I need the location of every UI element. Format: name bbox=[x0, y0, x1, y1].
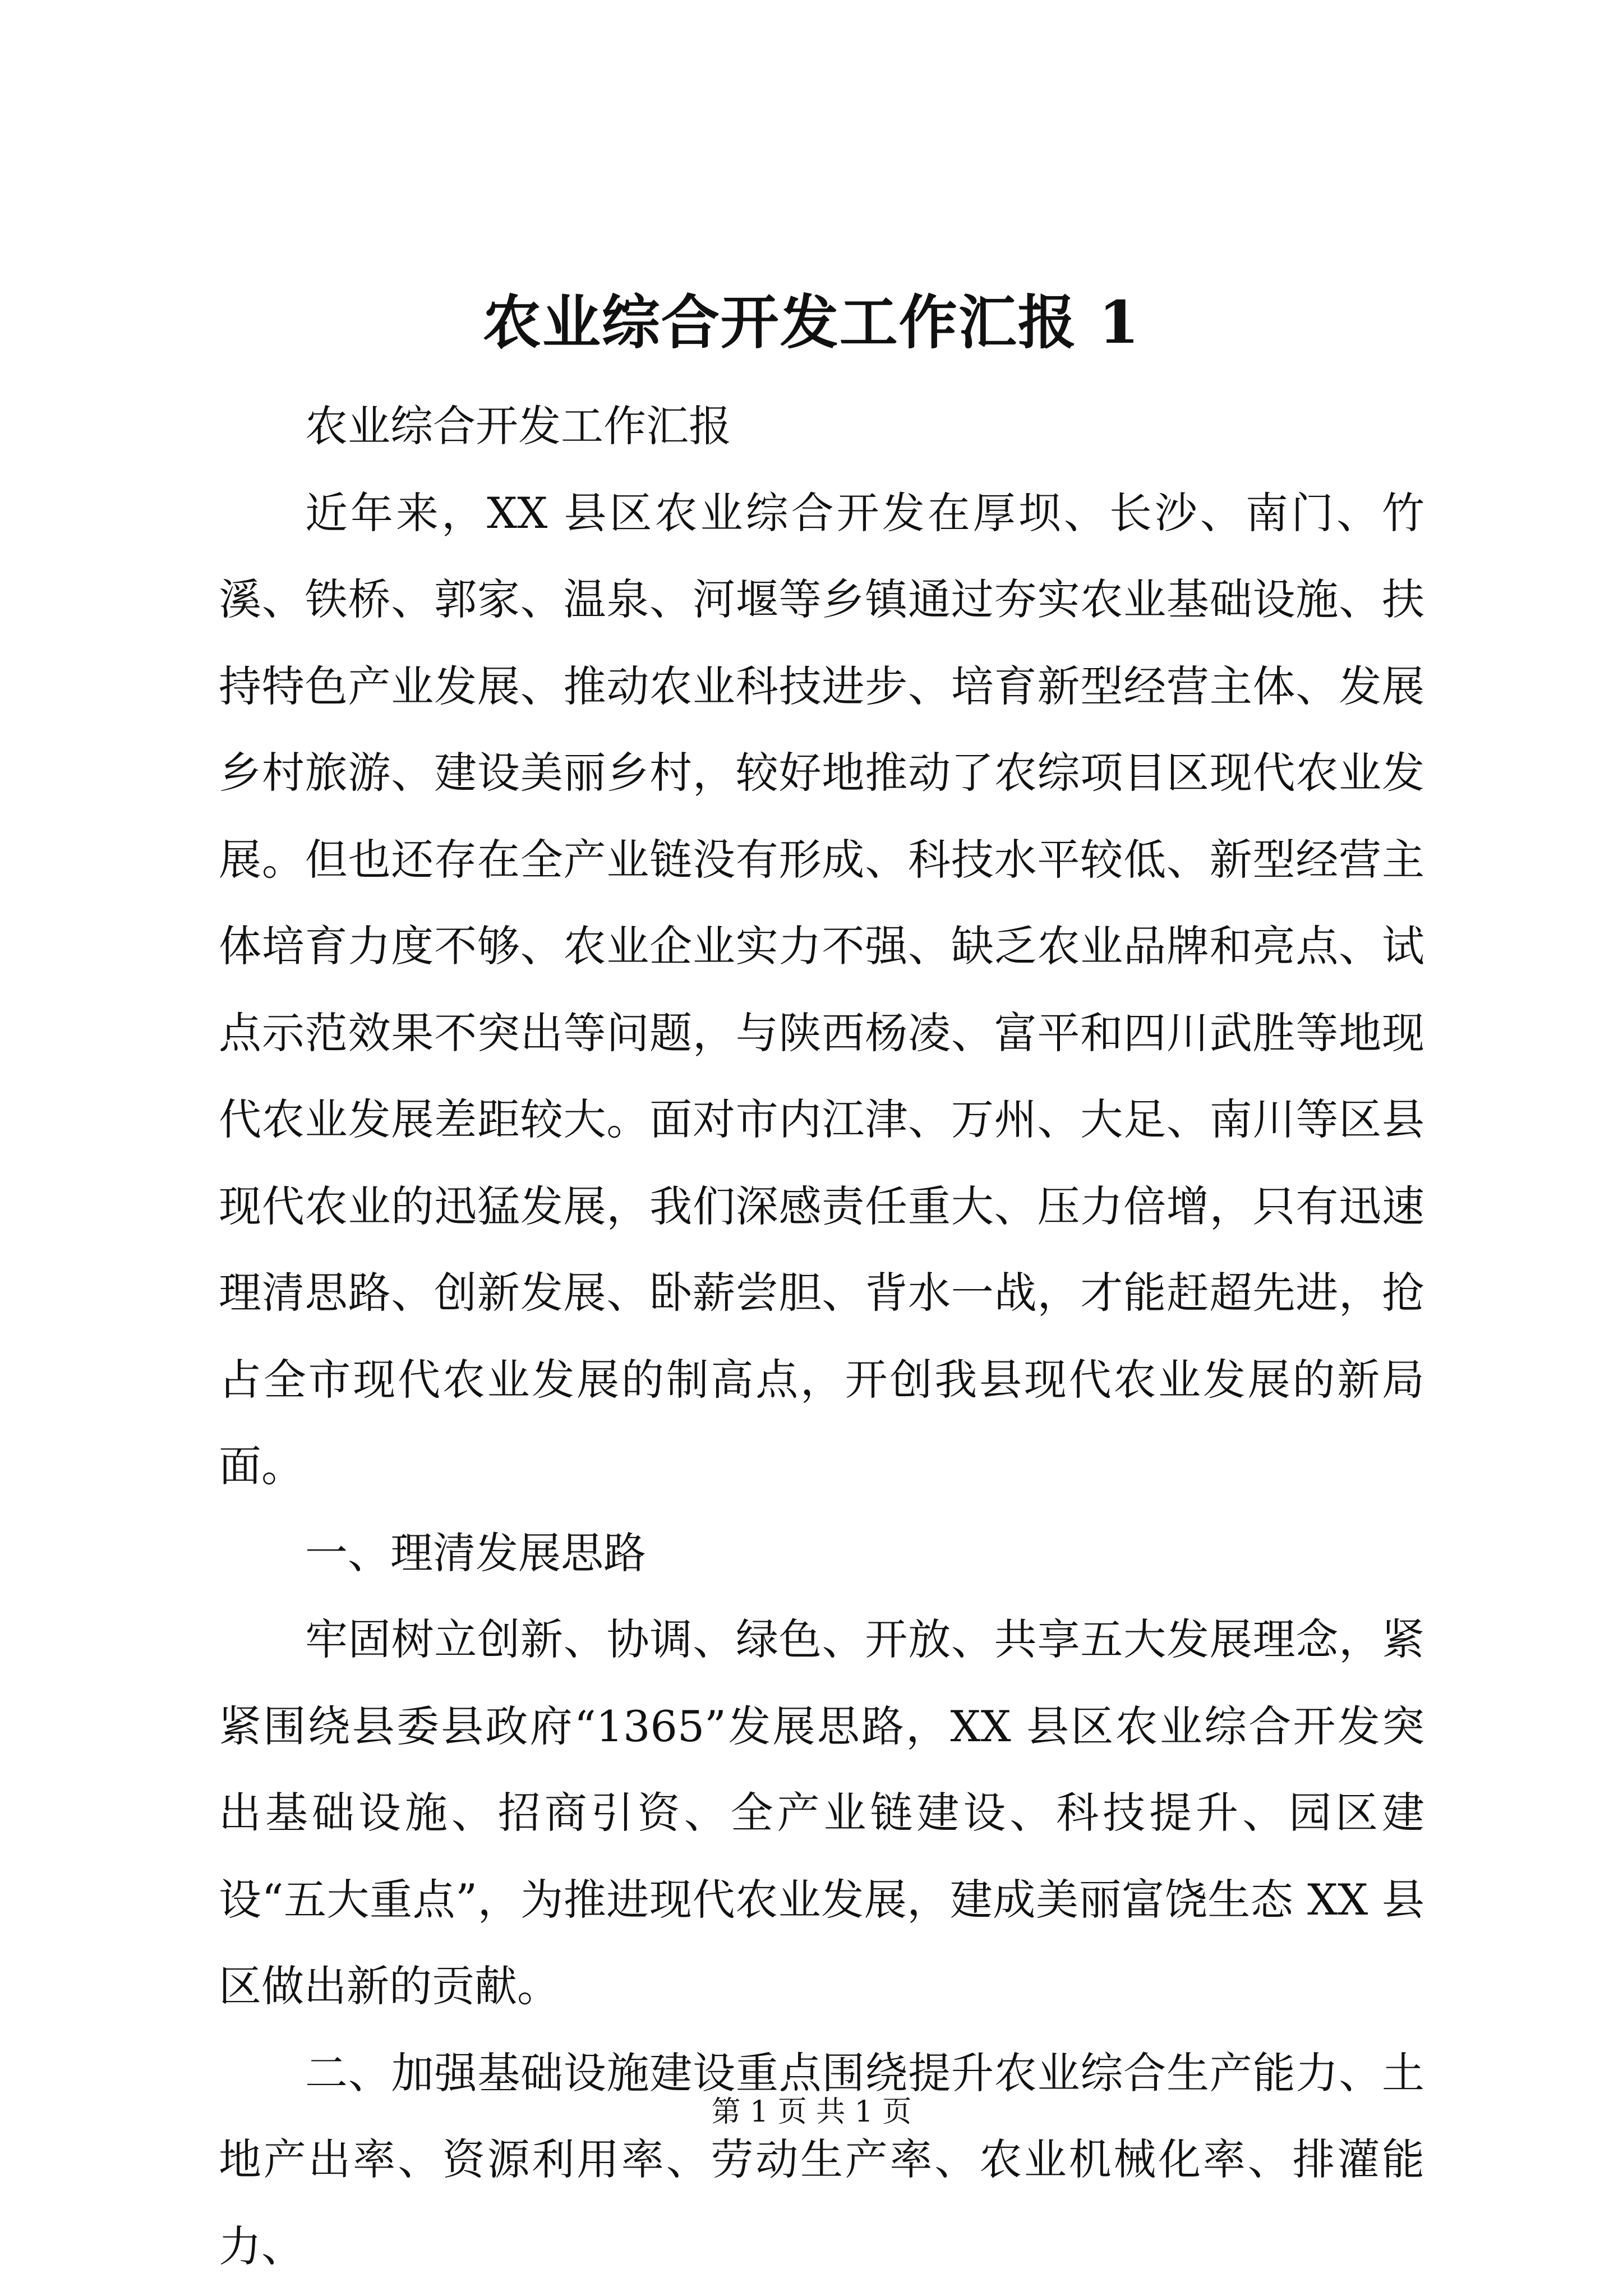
section-heading-1: 一、理清发展思路 bbox=[305, 1527, 646, 1578]
document-body bbox=[219, 383, 1424, 2290]
intro-paragraph: 近年来，XX 县区农业综合开发在厚坝、长沙、南门、竹溪、铁桥、郭家、温泉、河堰等乡镇通过夯实农业基础设施、扶持特色产业发展、推动农业科技进步、培育新型经营主体、发展乡村旅游、建设美丽乡村，较好地推动了农综项目区现代农业发展。但也还存在全产业链没有形成、科技水平较低、新型经营主体培育力度不够、农业企业实力不强、缺乏农业品牌和亮点、试点示范效果不突出等问题，与陕西杨凌、富平和四川武胜等地现代农业发展差距较大。面对市内江津、万州、大足、南川等区县现代农业的迅猛发展，我们深感责任重大、压力倍增，只有迅速理清思路、创新发展、卧薪尝胆、背水一战，才能赶超先进，抢占全市现代农业发展的制高点，开创我县现代农业发展的新局面。 bbox=[219, 487, 1424, 1491]
subtitle-paragraph: 农业综合开发工作汇报 bbox=[305, 401, 731, 451]
section-heading-2-paragraph: 二、加强基础设施建设重点围绕提升农业综合生产能力、土地产出率、资源利用率、劳动生产率、农业机械化率、排灌能力、 bbox=[219, 2047, 1424, 2271]
section-1-paragraph: 牢固树立创新、协调、绿色、开放、共享五大发展理念，紧紧围绕县委县政府“1365”发展思路，XX 县区农业综合开发突出基础设施、招商引资、全产业链建设、科技提升、园区建设“五大重点”，为推进现代农业发展，建成美丽富饶生态 XX 县区做出新的贡献。 bbox=[219, 1614, 1424, 2011]
document-title: 农业综合开发工作汇报 1 bbox=[482, 288, 1141, 357]
page-number-footer: 第 1 页 共 1 页 bbox=[711, 2095, 912, 2129]
